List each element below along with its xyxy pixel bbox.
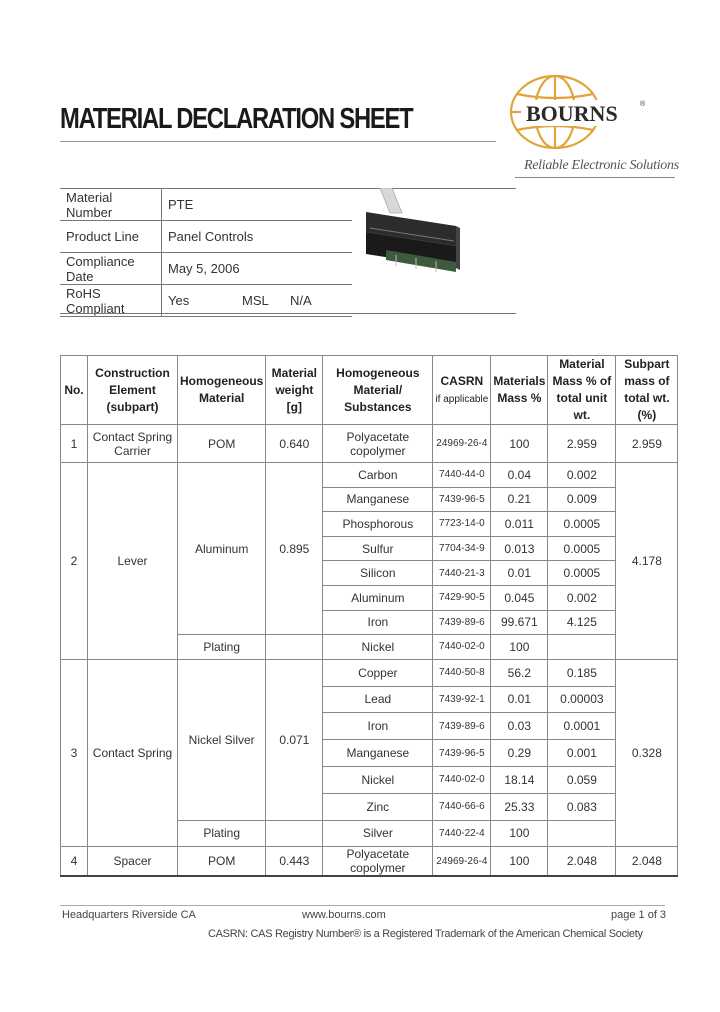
cell-unit-pct: 0.001 — [548, 740, 616, 767]
product-info-table — [60, 188, 352, 317]
cell-casrn: 7439-89-6 — [433, 610, 491, 635]
cell-casrn: 7440-66-6 — [433, 793, 491, 820]
cell-no: 2 — [61, 463, 88, 660]
cell-casrn: 24969-26-4 — [433, 425, 491, 463]
cell-casrn: 7439-89-6 — [433, 713, 491, 740]
footer-website-link[interactable]: www.bourns.com — [302, 909, 386, 921]
cell-unit-pct: 0.0005 — [548, 561, 616, 586]
cell-casrn: 7440-02-0 — [433, 766, 491, 793]
cell-mass: 0.21 — [491, 487, 548, 512]
cell-mass: 0.29 — [491, 740, 548, 767]
cell-casrn: 7439-96-5 — [433, 487, 491, 512]
cell-unit-pct: 0.0001 — [548, 713, 616, 740]
cell-unit-pct: 2.959 — [548, 425, 616, 463]
cell-mass: 99.671 — [491, 610, 548, 635]
cell-casrn: 7440-22-4 — [433, 820, 491, 847]
cell-element: Spacer — [88, 847, 178, 877]
cell-unit-pct: 0.185 — [548, 659, 616, 686]
cell-no: 3 — [61, 659, 88, 847]
table-row — [61, 425, 678, 463]
cell-substance: Polyacetate copolymer — [323, 847, 433, 877]
cell-substance: Lead — [323, 686, 433, 713]
msl-value: N/A — [290, 293, 312, 308]
cell-mass: 18.14 — [491, 766, 548, 793]
col-substances: Homogeneous Material/ Substances — [323, 356, 433, 425]
cell-weight: 0.071 — [266, 659, 323, 820]
cell-element: Contact Spring — [88, 659, 178, 847]
cell-unit-pct: 0.083 — [548, 793, 616, 820]
cell-mass: 0.045 — [491, 585, 548, 610]
cell-unit-pct: 0.0005 — [548, 512, 616, 537]
cell-subpart-pct: 2.959 — [616, 425, 678, 463]
brand-name: BOURNS — [526, 101, 618, 126]
cell-casrn: 7440-44-0 — [433, 463, 491, 488]
cell-casrn: 7440-50-8 — [433, 659, 491, 686]
info-label: Product Line — [60, 221, 162, 253]
cell-mass: 25.33 — [491, 793, 548, 820]
cell-substance: Aluminum — [323, 585, 433, 610]
footer-casrn-note: CASRN: CAS Registry Number® is a Registered Trademark of the American Chemical Society — [208, 928, 643, 940]
cell-mass: 100 — [491, 820, 548, 847]
title-rule — [60, 141, 496, 142]
cell-unit-pct: 0.002 — [548, 585, 616, 610]
table-row — [61, 847, 678, 877]
cell-mass: 0.011 — [491, 512, 548, 537]
casrn-note: if applicable — [435, 393, 489, 405]
msl-label: MSL — [242, 293, 269, 308]
cell-weight: 0.640 — [266, 425, 323, 463]
tagline-rule — [515, 177, 675, 178]
footer-page-number: page 1 of 3 — [611, 909, 667, 921]
cell-mass: 0.013 — [491, 536, 548, 561]
col-material-mass: Material Mass % of total unit wt. — [548, 356, 616, 425]
col-subpart-mass: Subpart mass of total wt. (%) — [616, 356, 678, 425]
footer-headquarters: Headquarters Riverside CA — [62, 909, 196, 921]
cell-material: Aluminum — [178, 463, 266, 635]
cell-mass: 100 — [491, 847, 548, 877]
cell-unit-pct: 0.00003 — [548, 686, 616, 713]
info-row — [60, 253, 352, 285]
cell-subpart-pct: 2.048 — [616, 847, 678, 877]
tagline: Reliable Electronic Solutions — [524, 158, 679, 173]
cell-mass: 0.04 — [491, 463, 548, 488]
info-label: RoHS Compliant — [60, 285, 162, 317]
cell-substance: Iron — [323, 713, 433, 740]
col-homogeneous: Homogeneous Material — [178, 356, 266, 425]
cell-element: Lever — [88, 463, 178, 660]
cell-subpart-pct: 0.328 — [616, 659, 678, 847]
info-row — [60, 189, 352, 221]
cell-no: 1 — [61, 425, 88, 463]
cell-casrn: 24969-26-4 — [433, 847, 491, 877]
cell-material: Plating — [178, 820, 266, 847]
info-row — [60, 285, 352, 317]
cell-substance: Copper — [323, 659, 433, 686]
cell-mass: 0.01 — [491, 561, 548, 586]
cell-subpart-pct: 4.178 — [616, 463, 678, 660]
col-no: No. — [61, 356, 88, 425]
cell-material: POM — [178, 425, 266, 463]
cell-mass: 100 — [491, 635, 548, 660]
cell-substance: Manganese — [323, 740, 433, 767]
cell-substance: Phosphorous — [323, 512, 433, 537]
cell-substance: Silicon — [323, 561, 433, 586]
info-value: May 5, 2006 — [168, 261, 240, 276]
cell-weight: 0.443 — [266, 847, 323, 877]
info-value: Panel Controls — [168, 229, 254, 244]
cell-casrn: 7723-14-0 — [433, 512, 491, 537]
cell-unit-pct: 0.002 — [548, 463, 616, 488]
table-row — [61, 463, 678, 488]
col-construction: Construction Element (subpart) — [88, 356, 178, 425]
info-row — [60, 221, 352, 253]
svg-text:®: ® — [640, 101, 646, 108]
cell-mass: 0.03 — [491, 713, 548, 740]
page-title: MATERIAL DECLARATION SHEET — [60, 103, 413, 135]
cell-casrn: 7440-02-0 — [433, 635, 491, 660]
cell-unit-pct: 2.048 — [548, 847, 616, 877]
cell-material: Plating — [178, 635, 266, 660]
info-value: PTE — [168, 197, 194, 212]
cell-casrn: 7440-21-3 — [433, 561, 491, 586]
cell-material: POM — [178, 847, 266, 877]
cell-substance: Sulfur — [323, 536, 433, 561]
cell-mass: 0.01 — [491, 686, 548, 713]
cell-casrn: 7439-92-1 — [433, 686, 491, 713]
cell-mass: 100 — [491, 425, 548, 463]
cell-weight: 0.895 — [266, 463, 323, 635]
cell-no: 4 — [61, 847, 88, 877]
cell-unit-pct: 0.0005 — [548, 536, 616, 561]
cell-substance: Iron — [323, 610, 433, 635]
cell-substance: Polyacetate copolymer — [323, 425, 433, 463]
cell-substance: Zinc — [323, 793, 433, 820]
col-weight: Material weight [g] — [266, 356, 323, 425]
cell-element: Contact Spring Carrier — [88, 425, 178, 463]
cell-casrn: 7429-90-5 — [433, 585, 491, 610]
col-casrn: CASRN if applicable — [433, 356, 491, 425]
cell-unit-pct: 4.125 — [548, 610, 616, 635]
cell-substance: Nickel — [323, 766, 433, 793]
info-label: Compliance Date — [60, 253, 162, 285]
cell-casrn: 7439-96-5 — [433, 740, 491, 767]
cell-substance: Silver — [323, 820, 433, 847]
cell-substance: Nickel — [323, 635, 433, 660]
table-row — [61, 659, 678, 686]
info-label: Material Number — [60, 189, 162, 221]
cell-substance: Carbon — [323, 463, 433, 488]
cell-material: Nickel Silver — [178, 659, 266, 820]
product-image — [356, 188, 516, 288]
rohs-value: Yes — [168, 293, 190, 308]
material-table — [60, 355, 678, 877]
footer-rule — [60, 905, 665, 906]
cell-unit-pct: 0.009 — [548, 487, 616, 512]
cell-mass: 56.2 — [491, 659, 548, 686]
cell-substance: Manganese — [323, 487, 433, 512]
cell-casrn: 7704-34-9 — [433, 536, 491, 561]
cell-unit-pct: 0.059 — [548, 766, 616, 793]
info-bottom-rule — [60, 313, 516, 314]
col-mass: Materials Mass % — [491, 356, 548, 425]
